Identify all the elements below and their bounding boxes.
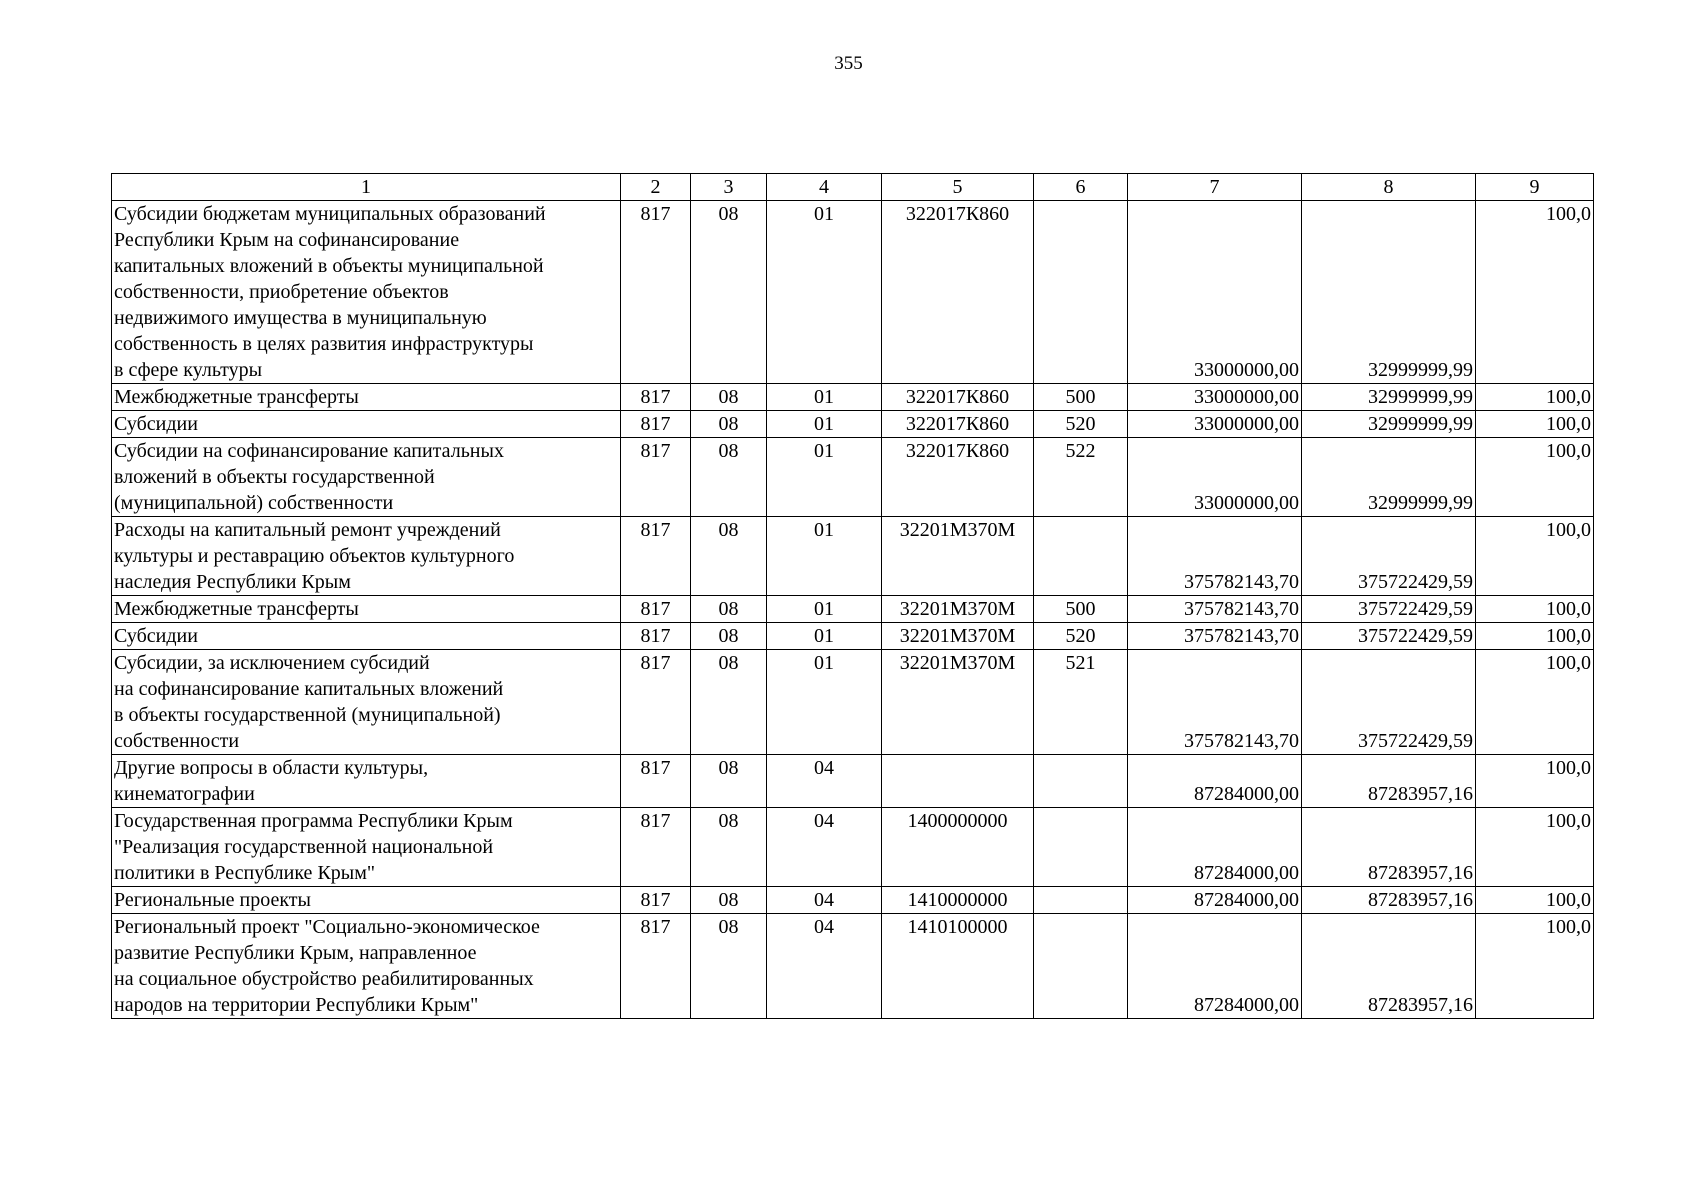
- subsection-code: 01: [767, 384, 882, 411]
- grbs-code: 817: [621, 411, 691, 438]
- column-header: 3: [691, 174, 767, 201]
- row-name: Субсидии, за исключением субсидий на софинансирование капитальных вложений в объекты государственной (муниципальной) собственности: [112, 650, 621, 755]
- expense-type-code: 520: [1034, 411, 1128, 438]
- subsection-code: 04: [767, 755, 882, 808]
- subsection-code: 01: [767, 623, 882, 650]
- grbs-code: 817: [621, 808, 691, 887]
- column-header: 2: [621, 174, 691, 201]
- grbs-code: 817: [621, 596, 691, 623]
- plan-amount: 33000000,00: [1128, 201, 1302, 384]
- plan-amount: 87284000,00: [1128, 914, 1302, 1019]
- table-row: [112, 914, 1594, 1019]
- table-row: [112, 623, 1594, 650]
- plan-amount: 87284000,00: [1128, 887, 1302, 914]
- fact-amount: 375722429,59: [1302, 623, 1476, 650]
- subsection-code: 01: [767, 201, 882, 384]
- row-name: Региональные проекты: [112, 887, 621, 914]
- column-header: 1: [112, 174, 621, 201]
- section-code: 08: [691, 517, 767, 596]
- grbs-code: 817: [621, 755, 691, 808]
- execution-percent: 100,0: [1476, 596, 1594, 623]
- subsection-code: 01: [767, 517, 882, 596]
- fact-amount: 87283957,16: [1302, 914, 1476, 1019]
- table-row: [112, 438, 1594, 517]
- expense-type-code: 500: [1034, 596, 1128, 623]
- target-article-code: 32201М370М: [882, 623, 1034, 650]
- target-article-code: 32201М370М: [882, 596, 1034, 623]
- column-header: 5: [882, 174, 1034, 201]
- execution-percent: 100,0: [1476, 887, 1594, 914]
- fact-amount: 375722429,59: [1302, 517, 1476, 596]
- expense-type-code: [1034, 517, 1128, 596]
- grbs-code: 817: [621, 201, 691, 384]
- row-name: Другие вопросы в области культуры, кинематографии: [112, 755, 621, 808]
- plan-amount: 87284000,00: [1128, 808, 1302, 887]
- subsection-code: 01: [767, 411, 882, 438]
- plan-amount: 375782143,70: [1128, 596, 1302, 623]
- section-code: 08: [691, 596, 767, 623]
- execution-percent: 100,0: [1476, 411, 1594, 438]
- table-row: [112, 596, 1594, 623]
- section-code: 08: [691, 755, 767, 808]
- fact-amount: 87283957,16: [1302, 887, 1476, 914]
- expense-type-code: 520: [1034, 623, 1128, 650]
- table-row: [112, 650, 1594, 755]
- budget-table: [111, 173, 1594, 1019]
- target-article-code: 1410100000: [882, 914, 1034, 1019]
- fact-amount: 32999999,99: [1302, 384, 1476, 411]
- row-name: Субсидии на софинансирование капитальных вложений в объекты государственной (муниципальной) собственности: [112, 438, 621, 517]
- target-article-code: 322017К860: [882, 411, 1034, 438]
- table-row: [112, 808, 1594, 887]
- expense-type-code: 521: [1034, 650, 1128, 755]
- table-row: [112, 411, 1594, 438]
- row-name: Межбюджетные трансферты: [112, 384, 621, 411]
- expense-type-code: [1034, 808, 1128, 887]
- execution-percent: 100,0: [1476, 650, 1594, 755]
- row-name: Межбюджетные трансферты: [112, 596, 621, 623]
- section-code: 08: [691, 650, 767, 755]
- subsection-code: 04: [767, 808, 882, 887]
- plan-amount: 375782143,70: [1128, 517, 1302, 596]
- page-number: 355: [834, 53, 863, 74]
- execution-percent: 100,0: [1476, 808, 1594, 887]
- table-row: [112, 755, 1594, 808]
- row-name: Субсидии: [112, 411, 621, 438]
- expense-type-code: [1034, 914, 1128, 1019]
- expense-type-code: [1034, 887, 1128, 914]
- column-header: 8: [1302, 174, 1476, 201]
- expense-type-code: 522: [1034, 438, 1128, 517]
- column-header: 9: [1476, 174, 1594, 201]
- target-article-code: 32201М370М: [882, 650, 1034, 755]
- fact-amount: 375722429,59: [1302, 650, 1476, 755]
- row-name: Государственная программа Республики Крым "Реализация государственной национальной политики в Республике Крым": [112, 808, 621, 887]
- table-row: [112, 517, 1594, 596]
- plan-amount: 375782143,70: [1128, 623, 1302, 650]
- section-code: 08: [691, 411, 767, 438]
- subsection-code: 01: [767, 596, 882, 623]
- fact-amount: 375722429,59: [1302, 596, 1476, 623]
- execution-percent: 100,0: [1476, 517, 1594, 596]
- grbs-code: 817: [621, 438, 691, 517]
- subsection-code: 04: [767, 887, 882, 914]
- section-code: 08: [691, 384, 767, 411]
- fact-amount: 32999999,99: [1302, 201, 1476, 384]
- row-name: Региональный проект "Социально-экономическое развитие Республики Крым, направленное на социальное обустройство реабилитированных народов на территории Республики Крым": [112, 914, 621, 1019]
- target-article-code: 32201М370М: [882, 517, 1034, 596]
- column-header: 7: [1128, 174, 1302, 201]
- target-article-code: 322017К860: [882, 201, 1034, 384]
- fact-amount: 87283957,16: [1302, 808, 1476, 887]
- row-name: Субсидии бюджетам муниципальных образований Республики Крым на софинансирование капитальных вложений в объекты муниципальной собственности, приобретение объектов недвижимого имущества в муниципальную собственность в целях развития инфраструктуры в сфере культуры: [112, 201, 621, 384]
- column-header: 6: [1034, 174, 1128, 201]
- section-code: 08: [691, 914, 767, 1019]
- target-article-code: [882, 755, 1034, 808]
- row-name: Субсидии: [112, 623, 621, 650]
- target-article-code: 1400000000: [882, 808, 1034, 887]
- grbs-code: 817: [621, 887, 691, 914]
- grbs-code: 817: [621, 914, 691, 1019]
- expense-type-code: [1034, 201, 1128, 384]
- execution-percent: 100,0: [1476, 755, 1594, 808]
- header-row: [112, 174, 1594, 201]
- subsection-code: 04: [767, 914, 882, 1019]
- subsection-code: 01: [767, 650, 882, 755]
- table-row: [112, 887, 1594, 914]
- target-article-code: 1410000000: [882, 887, 1034, 914]
- plan-amount: 33000000,00: [1128, 438, 1302, 517]
- target-article-code: 322017К860: [882, 438, 1034, 517]
- grbs-code: 817: [621, 517, 691, 596]
- execution-percent: 100,0: [1476, 438, 1594, 517]
- execution-percent: 100,0: [1476, 201, 1594, 384]
- table-row: [112, 384, 1594, 411]
- plan-amount: 87284000,00: [1128, 755, 1302, 808]
- grbs-code: 817: [621, 384, 691, 411]
- plan-amount: 33000000,00: [1128, 411, 1302, 438]
- execution-percent: 100,0: [1476, 914, 1594, 1019]
- target-article-code: 322017К860: [882, 384, 1034, 411]
- section-code: 08: [691, 808, 767, 887]
- section-code: 08: [691, 887, 767, 914]
- plan-amount: 375782143,70: [1128, 650, 1302, 755]
- grbs-code: 817: [621, 650, 691, 755]
- table-row: [112, 201, 1594, 384]
- fact-amount: 87283957,16: [1302, 755, 1476, 808]
- section-code: 08: [691, 623, 767, 650]
- grbs-code: 817: [621, 623, 691, 650]
- section-code: 08: [691, 438, 767, 517]
- expense-type-code: [1034, 755, 1128, 808]
- fact-amount: 32999999,99: [1302, 438, 1476, 517]
- execution-percent: 100,0: [1476, 623, 1594, 650]
- subsection-code: 01: [767, 438, 882, 517]
- fact-amount: 32999999,99: [1302, 411, 1476, 438]
- expense-type-code: 500: [1034, 384, 1128, 411]
- row-name: Расходы на капитальный ремонт учреждений культуры и реставрацию объектов культурного наследия Республики Крым: [112, 517, 621, 596]
- plan-amount: 33000000,00: [1128, 384, 1302, 411]
- column-header: 4: [767, 174, 882, 201]
- section-code: 08: [691, 201, 767, 384]
- execution-percent: 100,0: [1476, 384, 1594, 411]
